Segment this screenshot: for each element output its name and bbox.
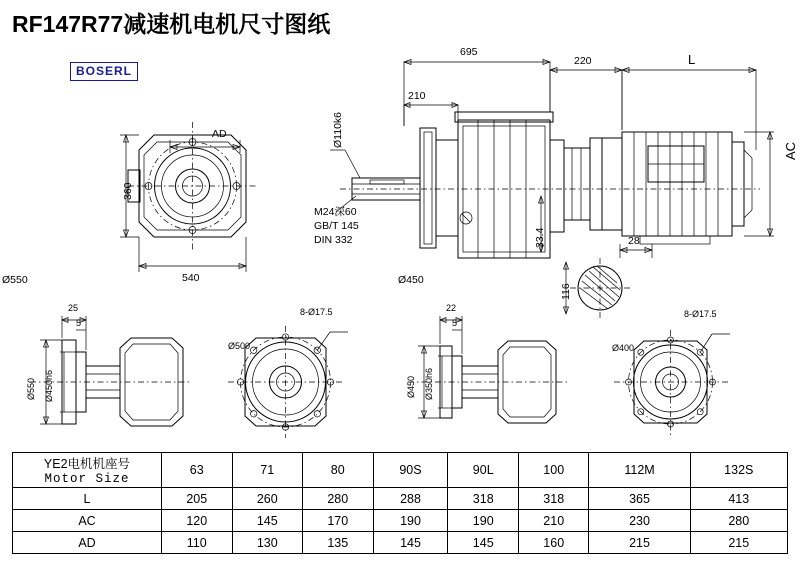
table-cell: 205 [162,488,233,510]
label-dia450-side: Ø450 [406,375,416,398]
label-116: 116 [560,283,572,300]
row-label-ad: AD [13,532,162,554]
label-25: 25 [68,303,79,313]
table-cell: 260 [232,488,303,510]
label-360: 360 [122,182,134,200]
table-row [13,453,788,488]
label-dia550: Ø550 [2,274,28,286]
dimension-table [12,452,788,554]
table-cell: 160 [518,532,589,554]
table-header-motor-size [13,453,162,488]
brand-logo: BOSERL [70,62,138,81]
table-cell: 190 [373,510,448,532]
table-cell: 280 [690,510,787,532]
label-28: 28 [628,235,640,247]
table-cell: 120 [162,510,233,532]
header-label-cn: YE2电机机座号 [43,457,131,471]
label-695: 695 [460,46,478,58]
table-col-header: 63 [162,453,233,488]
table-cell: 145 [373,532,448,554]
label-dia450h6: Ø450h6 [44,369,54,402]
label-ad: AD [212,128,227,140]
label-thread-m24: M24深60 [314,206,357,218]
table-row [13,510,788,532]
view-main-assembly [330,60,774,319]
table-col-header: 100 [518,453,589,488]
table-cell: 318 [518,488,589,510]
label-thread-din332: DIN 332 [314,234,353,246]
label-dia500: Ø500 [228,341,251,351]
table-col-header: 132S [690,453,787,488]
table-col-header: 112M [589,453,690,488]
table-cell: 318 [448,488,519,510]
label-5-right: 5 [452,318,458,328]
table-cell: 215 [589,532,690,554]
label-dia450: Ø450 [398,274,424,286]
label-22: 22 [446,303,457,313]
page-title: RF147R77减速机电机尺寸图纸 [12,11,331,37]
label-dia400: Ø400 [612,343,635,353]
row-label-l: L [13,488,162,510]
label-thread-gbt145: GB/T 145 [314,220,359,232]
table-cell: 135 [303,532,374,554]
table-cell: 210 [518,510,589,532]
table-cell: 413 [690,488,787,510]
label-dia110k6: Ø110k6 [332,112,344,148]
row-label-ac: AC [13,510,162,532]
table-cell: 288 [373,488,448,510]
table-cell: 365 [589,488,690,510]
label-dia550-side: Ø550 [26,377,36,400]
table-col-header: 80 [303,453,374,488]
table-row [13,488,788,510]
view-ad-flange [120,122,258,272]
label-210: 210 [408,90,426,102]
table-col-header: 90S [373,453,448,488]
table-cell: 110 [162,532,233,554]
label-l: L [688,52,696,67]
header-label-en: Motor Size [44,472,130,486]
table-cell: 190 [448,510,519,532]
label-ac: AC [783,141,798,160]
label-5-left: 5 [76,318,82,328]
table-row [13,532,788,554]
table-cell: 145 [232,510,303,532]
label-220: 220 [574,55,592,67]
table-col-header: 90L [448,453,519,488]
table-cell: 215 [690,532,787,554]
label-dia350h6: Ø350h6 [424,367,434,400]
label-bolt-8x17-5-left: 8-Ø17.5 [300,307,333,317]
label-bolt-8x17-5-right: 8-Ø17.5 [684,309,717,319]
table-cell: 280 [303,488,374,510]
table-cell: 170 [303,510,374,532]
table-col-header: 71 [232,453,303,488]
table-cell: 145 [448,532,519,554]
label-540: 540 [182,272,200,284]
table-cell: 230 [589,510,690,532]
label-33-4: 33.4 [534,227,546,248]
table-cell: 130 [232,532,303,554]
